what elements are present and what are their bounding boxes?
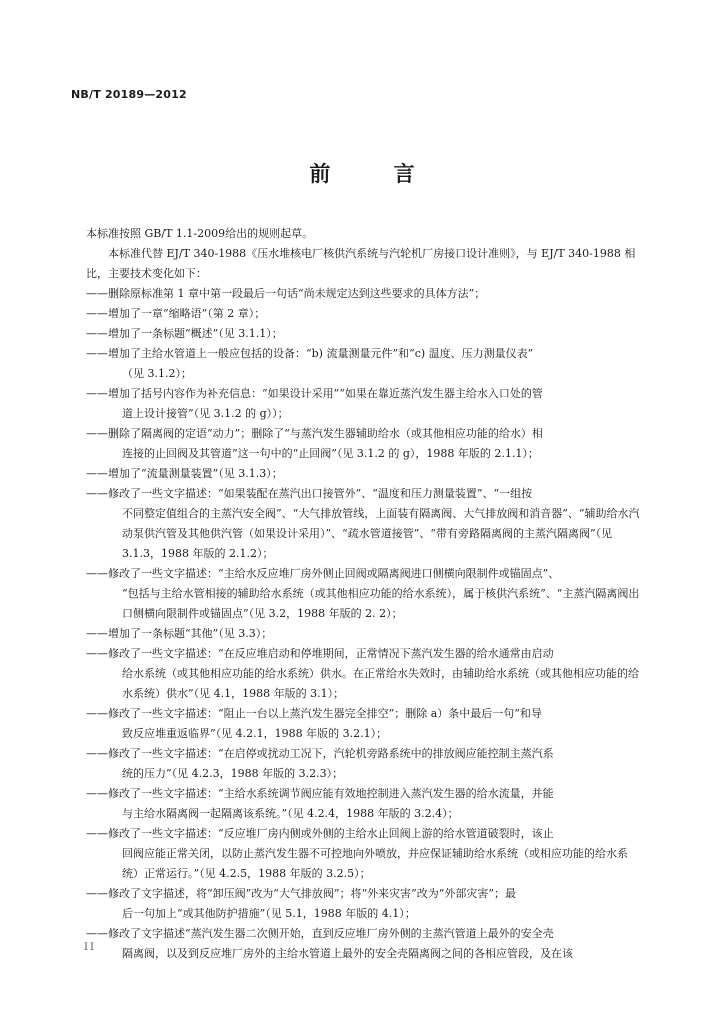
- page-title: 前 言: [309, 162, 443, 186]
- change-item: ——增加了一条标题“概述”（见 3.1.1）；: [86, 327, 283, 340]
- change-list: [86, 284, 641, 964]
- change-item: ——增加了“流量测量装置”（见 3.1.3）；: [86, 467, 283, 480]
- change-item: ——增加了一条标题“其他”（见 3.3）；: [86, 627, 273, 640]
- page-number: II: [84, 942, 96, 953]
- change-item: ——删除原标准第 1 章中第一段最后一句话“尚未规定达到这些要求的具体方法”；: [86, 287, 486, 300]
- change-item: ——删除了隔离阀的定语“动力”；删除了“与蒸汽发生器辅助给水（或其他相应功能的给水）相 连接的止回阀及其管道”这一句中的“止回阀”（见 3.1.2 的 g），1988 年版的 2.1.1）；: [86, 427, 543, 460]
- change-item: ——增加了主给水管道上一般应包括的设备：“b) 流量测量元件”和“c) 温度、压力测量仪表” （见 3.1.2）；: [86, 347, 534, 380]
- change-item: ——修改了文字描述，将“卸压阀”改为“大气排放阀”；将“外来灾害”改为“外部灾害”；最 后一句加上“或其他防护措施”（见 5.1，1988 年版的 4.1）；: [86, 887, 516, 920]
- change-item: ——增加了一章“缩略语”（第 2 章）；: [86, 307, 266, 320]
- change-item: ——修改了一些文字描述：“如果装配在蒸汽出口接管外”、“温度和压力测量装置”、“一组按 不同整定值组合的主蒸汽安全阀”、“大气排放管线，上面装有隔离阀、大气排放阀和消音器”、“辅助给水汽动泵供汽管及其他供汽管（如果设计采用）”、“疏水管道接管”、“带有旁路隔离阀的主蒸汽隔离阀”（见 3.1.3，1988 年版的 2.1.2）；: [86, 487, 640, 560]
- standard-code: NB/T 20189—2012: [71, 88, 187, 101]
- change-item: ——修改了一些文字描述：“阻止一台以上蒸汽发生器完全排空”；删除 a）条中最后一句“和导 致反应堆重返临界”（见 4.2.1，1988 年版的 3.2.1）；: [86, 707, 542, 740]
- change-item: ——修改了一些文字描述：“主给水系统调节阀应能有效地控制进入蒸汽发生器的给水流量，并能 与主给水隔离阀一起隔离该系统。”（见 4.2.4，1988 年版的 3.2.4）；: [86, 787, 554, 820]
- change-item: ——修改了文字描述“蒸汽发生器二次侧开始，直到反应堆厂房外侧的主蒸汽管道上最外的安全壳 隔离阀，以及到反应堆厂房外的主给水管道上最外的安全壳隔离阀之间的各相应管段，及在该: [86, 927, 573, 960]
- change-item: ——修改了一些文字描述：“反应堆厂房内侧或外侧的主给水止回阀上游的给水管道破裂时，该止 回阀应能正常关闭，以防止蒸汽发生器不可控地向外喷放，并应保证辅助给水系统（或相应功能的给水系统）正常运行。”（见 4.2.5，1988 年版的 3.2.5）；: [86, 827, 628, 880]
- change-item: ——修改了一些文字描述：“主给水反应堆厂房外侧止回阀或隔离阀进口侧横向限制件或锚固点”、 “包括与主给水管相接的辅助给水系统（或其他相应功能的给水系统），属于核供汽系统”、“主蒸汽隔离阀出口侧横向限制件或锚固点”（见 3.2，1988 年版的 2. 2）；: [86, 567, 640, 620]
- change-item: ——修改了一些文字描述：“在启停或扰动工况下，汽轮机旁路系统中的排放阀应能控制主蒸汽系 统的压力”（见 4.2.3，1988 年版的 3.2.3）；: [86, 747, 554, 780]
- document-body: [86, 224, 641, 964]
- change-item: ——修改了一些文字描述：“在反应堆启动和停堆期间，正常情况下蒸汽发生器的给水通常由启动 给水系统（或其他相应功能的给水系统）供水。在正常给水失效时，由辅助给水系统（或其他相应功能的给水系统）供水”（见 4.1，1988 年版的 3.1）；: [86, 647, 639, 700]
- replacement-paragraph: 本标准代替 EJ/T 340-1988《压水堆核电厂核供汽系统与汽轮机厂房接口设计准则》，与 EJ/T 340-1988 相比，主要技术变化如下：: [86, 247, 636, 280]
- intro-paragraph: 本标准按照 GB/T 1.1-2009给出的规则起草。: [86, 227, 314, 240]
- change-item: ——增加了括号内容作为补充信息：“如果设计采用”“如果在靠近蒸汽发生器主给水入口处的管 道上设计接管”（见 3.1.2 的 g））；: [86, 387, 543, 420]
